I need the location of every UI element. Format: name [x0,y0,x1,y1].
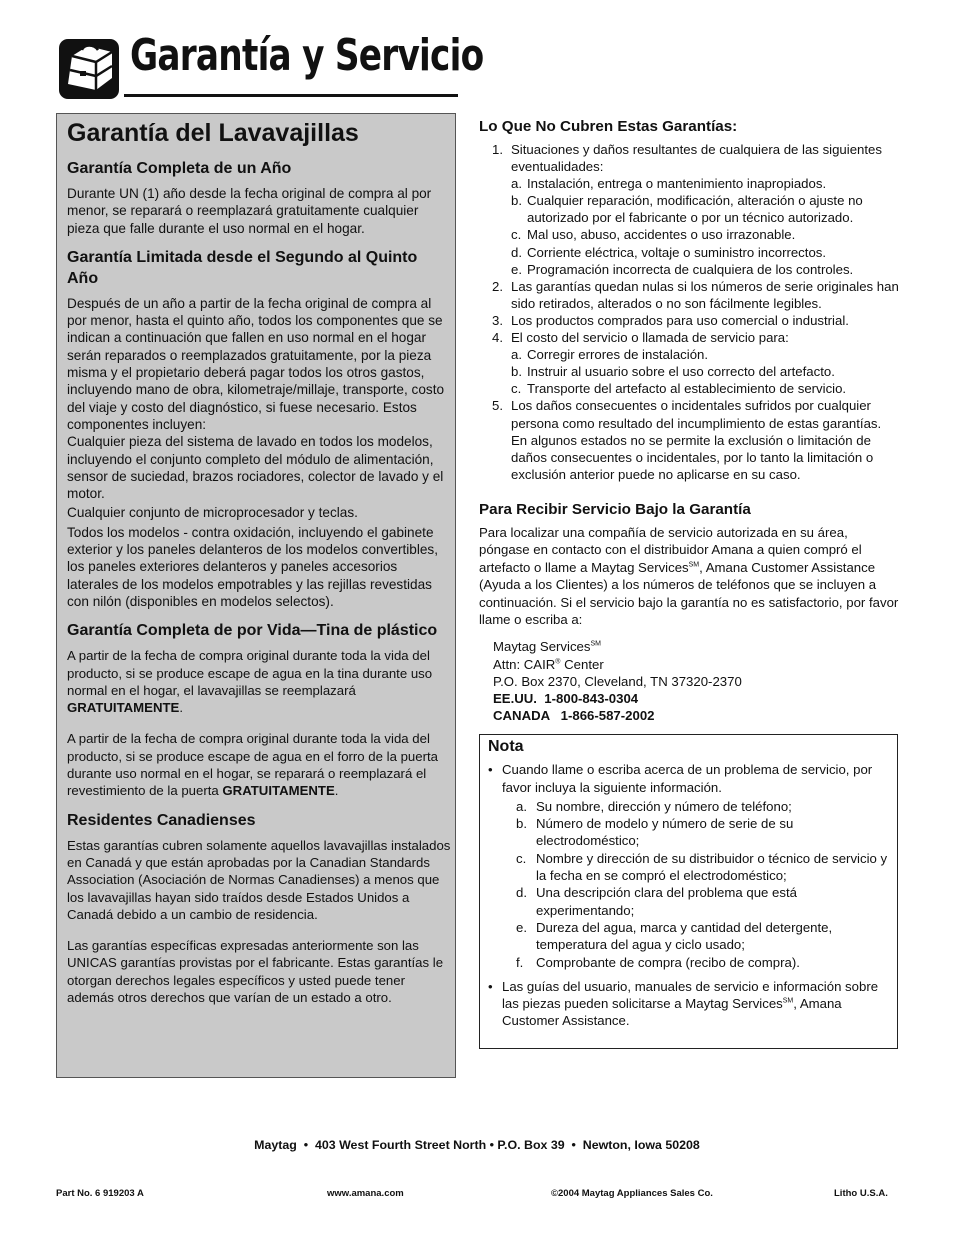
service-paragraph: Para localizar una compañía de servicio autorizada en su área, póngase en contacto con el distribuidor Amana a quien compró el artefacto o llame a Maytag Services℠, Amana Customer Assistance (Ayuda a los Clientes) a los números de teléfonos que se incluyen a continuación. Si el servicio bajo la garantía no es satisfactorio, por favor llame o escriba a: [479,524,899,627]
exclusion-item: 4. El costo del servicio o llamada de servicio para: [492,330,789,346]
nota-box [479,734,898,1049]
exclusive-warranty-paragraph: Las garantías específicas expresadas anteriormente son las UNICAS garantías provistas por el fabricante. Estas garantías le otorgan derechos legales específicos y usted puede tener además otros derechos que varían de un estado a otro. [67,938,444,1005]
exclusion-subitem: e. Programación incorrecta de cualquiera de los controles. [511,261,854,277]
website-link[interactable]: www.amana.com [327,1188,404,1199]
address-line-2: Attn: CAIR® Center [493,656,604,672]
nota-subitem: a. Su nombre, dirección y número de teléfono; [516,798,792,814]
canada-paragraph: Estas garantías cubren solamente aquellos lavavajillas instalados en Canadá y que están aprobadas por la Canadian Standards Association (Asociación de Normas Canadienses) a menos que los lavavajillas hayan sido traídos desde Estados Unidos a Canadá debido a un cambio de residencia. [67,837,451,922]
service-address [493,638,899,724]
nota-subitem: b. Número de modelo y número de serie de su electrodoméstico; [516,816,794,849]
section-body-one-year: Durante UN (1) año desde la fecha original de compra al por menor, se reparará o reemplazará gratuitamente cualquier pieza que falle durante el uso normal en el hogar. [67,186,432,236]
nota-subitem: f. Comprobante de compra (recibo de compra). [516,954,800,970]
page-title: Garantía y Servicio [130,30,484,81]
warranty-heading: Garantía del Lavavajillas [67,119,359,147]
nota-subitem: c. Nombre y dirección de su distribuidor o técnico de servicio y la fecha en se compró el electrodoméstico; [516,850,888,884]
warranty-box [56,113,456,1078]
page-header [58,30,484,98]
nota-sub-list [488,798,889,971]
part-number: Part No. 6 919203 A [56,1188,144,1199]
address-line-3: P.O. Box 2370, Cleveland, TN 37320-2370 [493,673,742,689]
lifetime-paragraph-2: A partir de la fecha de compra original durante toda la vida del producto, si se produce escape de agua en el forro de la puerta durante uso normal en el hogar, se reparará o reemplazará el revestimiento de la puerta GRATUITAMENTE. [67,731,438,799]
litho: Litho U.S.A. [834,1188,888,1199]
service-title: Para Recibir Servicio Bajo la Garantía [479,500,751,518]
lifetime-paragraph-1: A partir de la fecha de compra original durante toda la vida del producto, si se produce escape de agua en la tina durante uso normal en el hogar, el lavavajillas se reemplazará GRATUITAMENTE. [67,648,433,716]
section-title-one-year: Garantía Completa de un Año [67,160,292,177]
right-column [479,117,899,724]
exclusion-item: 1. Situaciones y daños resultantes de cualquiera de las siguientes eventualidades: [492,142,882,175]
address-line-1: Maytag Services℠ [493,639,601,655]
title-underline [124,94,458,97]
limited-paragraph-3: Cualquier conjunto de microprocesador y teclas. [67,505,358,521]
exclusions-list [479,141,899,483]
phone-us: EE.UU. 1-800-843-0304 [493,690,639,706]
exclusions-title: Lo Que No Cubren Estas Garantías: [479,118,738,135]
exclusion-item: 2. Las garantías quedan nulas si los números de serie originales han sido retirados, alterados o no son fácilmente legibles. [492,278,899,311]
free-label: GRATUITAMENTE [67,700,180,716]
exclusion-subitem: c. Mal uso, abuso, accidentes o uso irrazonable. [511,227,796,243]
nota-bullet-1: • Cuando llame o escriba acerca de un problema de servicio, por favor incluya la siguiente información. [488,762,873,795]
limited-paragraph-4: Todos los modelos - contra oxidación, incluyendo el gabinete exterior y los paneles delanteros de los modelos convertibles, los paneles exteriores delanteros y paneles accesorios laterales de los modelos empotrables y las rejillas revestidas con nilón (disponibles en modelos selectos). [67,524,439,609]
limited-paragraph-2: Cualquier pieza del sistema de lavado en todos los modelos, incluyendo el conjunto completo del módulo de alimentación, sensor de suciedad, brazos rociadores, colector de lavado y el motor. [67,434,444,502]
free-label: GRATUITAMENTE [222,783,335,799]
section-title-lifetime: Garantía Completa de por Vida—Tina de plástico [67,622,438,640]
toolbox-icon [58,38,120,100]
exclusion-item: 5. Los daños consecuentes o incidentales sufridos por cualquier persona como resultado del incumplimiento de estas garantías. En algunos estados no se permite la exclusión o limitación de daños consecuentes o incidentales, por lo tanto la limitación o exclusión anterior puede no aplicarse en su caso. [492,398,882,482]
nota-subitem: d. Una descripción clara del problema que está experimentando; [516,885,797,918]
nota-title: Nota [488,738,524,755]
phone-canada: CANADA 1-866-587-2002 [493,708,655,724]
exclusion-subitem: c. Transporte del artefacto al establecimiento de servicio. [511,381,847,397]
footer-address: Maytag • 403 West Fourth Street North • P.O. Box 39 • Newton, Iowa 50208 [254,1138,700,1152]
exclusion-subitem: a. Instalación, entrega o mantenimiento inapropiados. [511,176,827,192]
nota-bullet-2: • Las guías del usuario, manuales de servicio e información sobre las piezas pueden solicitarse a Maytag Services℠, Amana Customer Assistance. [488,978,879,1029]
limited-paragraph-1: Después de un año a partir de la fecha original de compra al por menor, hasta el quinto año, todos los componentes que se indican a continuación que fallen en uso normal en el hogar serán reparados o reemplazados gratuitamente, por la pieza misma y el propietario deberá pagar todos los otros gastos, incluyendo mano de obra, kilometraje/millaje, transporte, costo del viaje y costo del diagnóstico, si fuese necesario. Estos componentes incluyen: [67,295,445,432]
exclusion-subitem: b. Instruir al usuario sobre el uso correcto del artefacto. [511,364,835,380]
section-title-canada: Residentes Canadienses [67,811,256,829]
exclusion-subitem: b. Cualquier reparación, modificación, alteración o ajuste no autorizado por el fabricante o por un técnico autorizado. [511,193,863,226]
section-title-limited: Garantía Limitada desde el Segundo al Quinto Año [67,248,418,287]
exclusion-subitem: d. Corriente eléctrica, voltaje o suministro incorrectos. [511,244,827,260]
exclusion-item: 3. Los productos comprados para uso comercial o industrial. [492,312,849,328]
copyright: ©2004 Maytag Appliances Sales Co. [551,1188,713,1199]
nota-subitem: e. Dureza del agua, marca y cantidad del detergente, temperatura del agua y ciclo usado; [516,919,833,953]
exclusion-subitem: a. Corregir errores de instalación. [511,347,709,363]
